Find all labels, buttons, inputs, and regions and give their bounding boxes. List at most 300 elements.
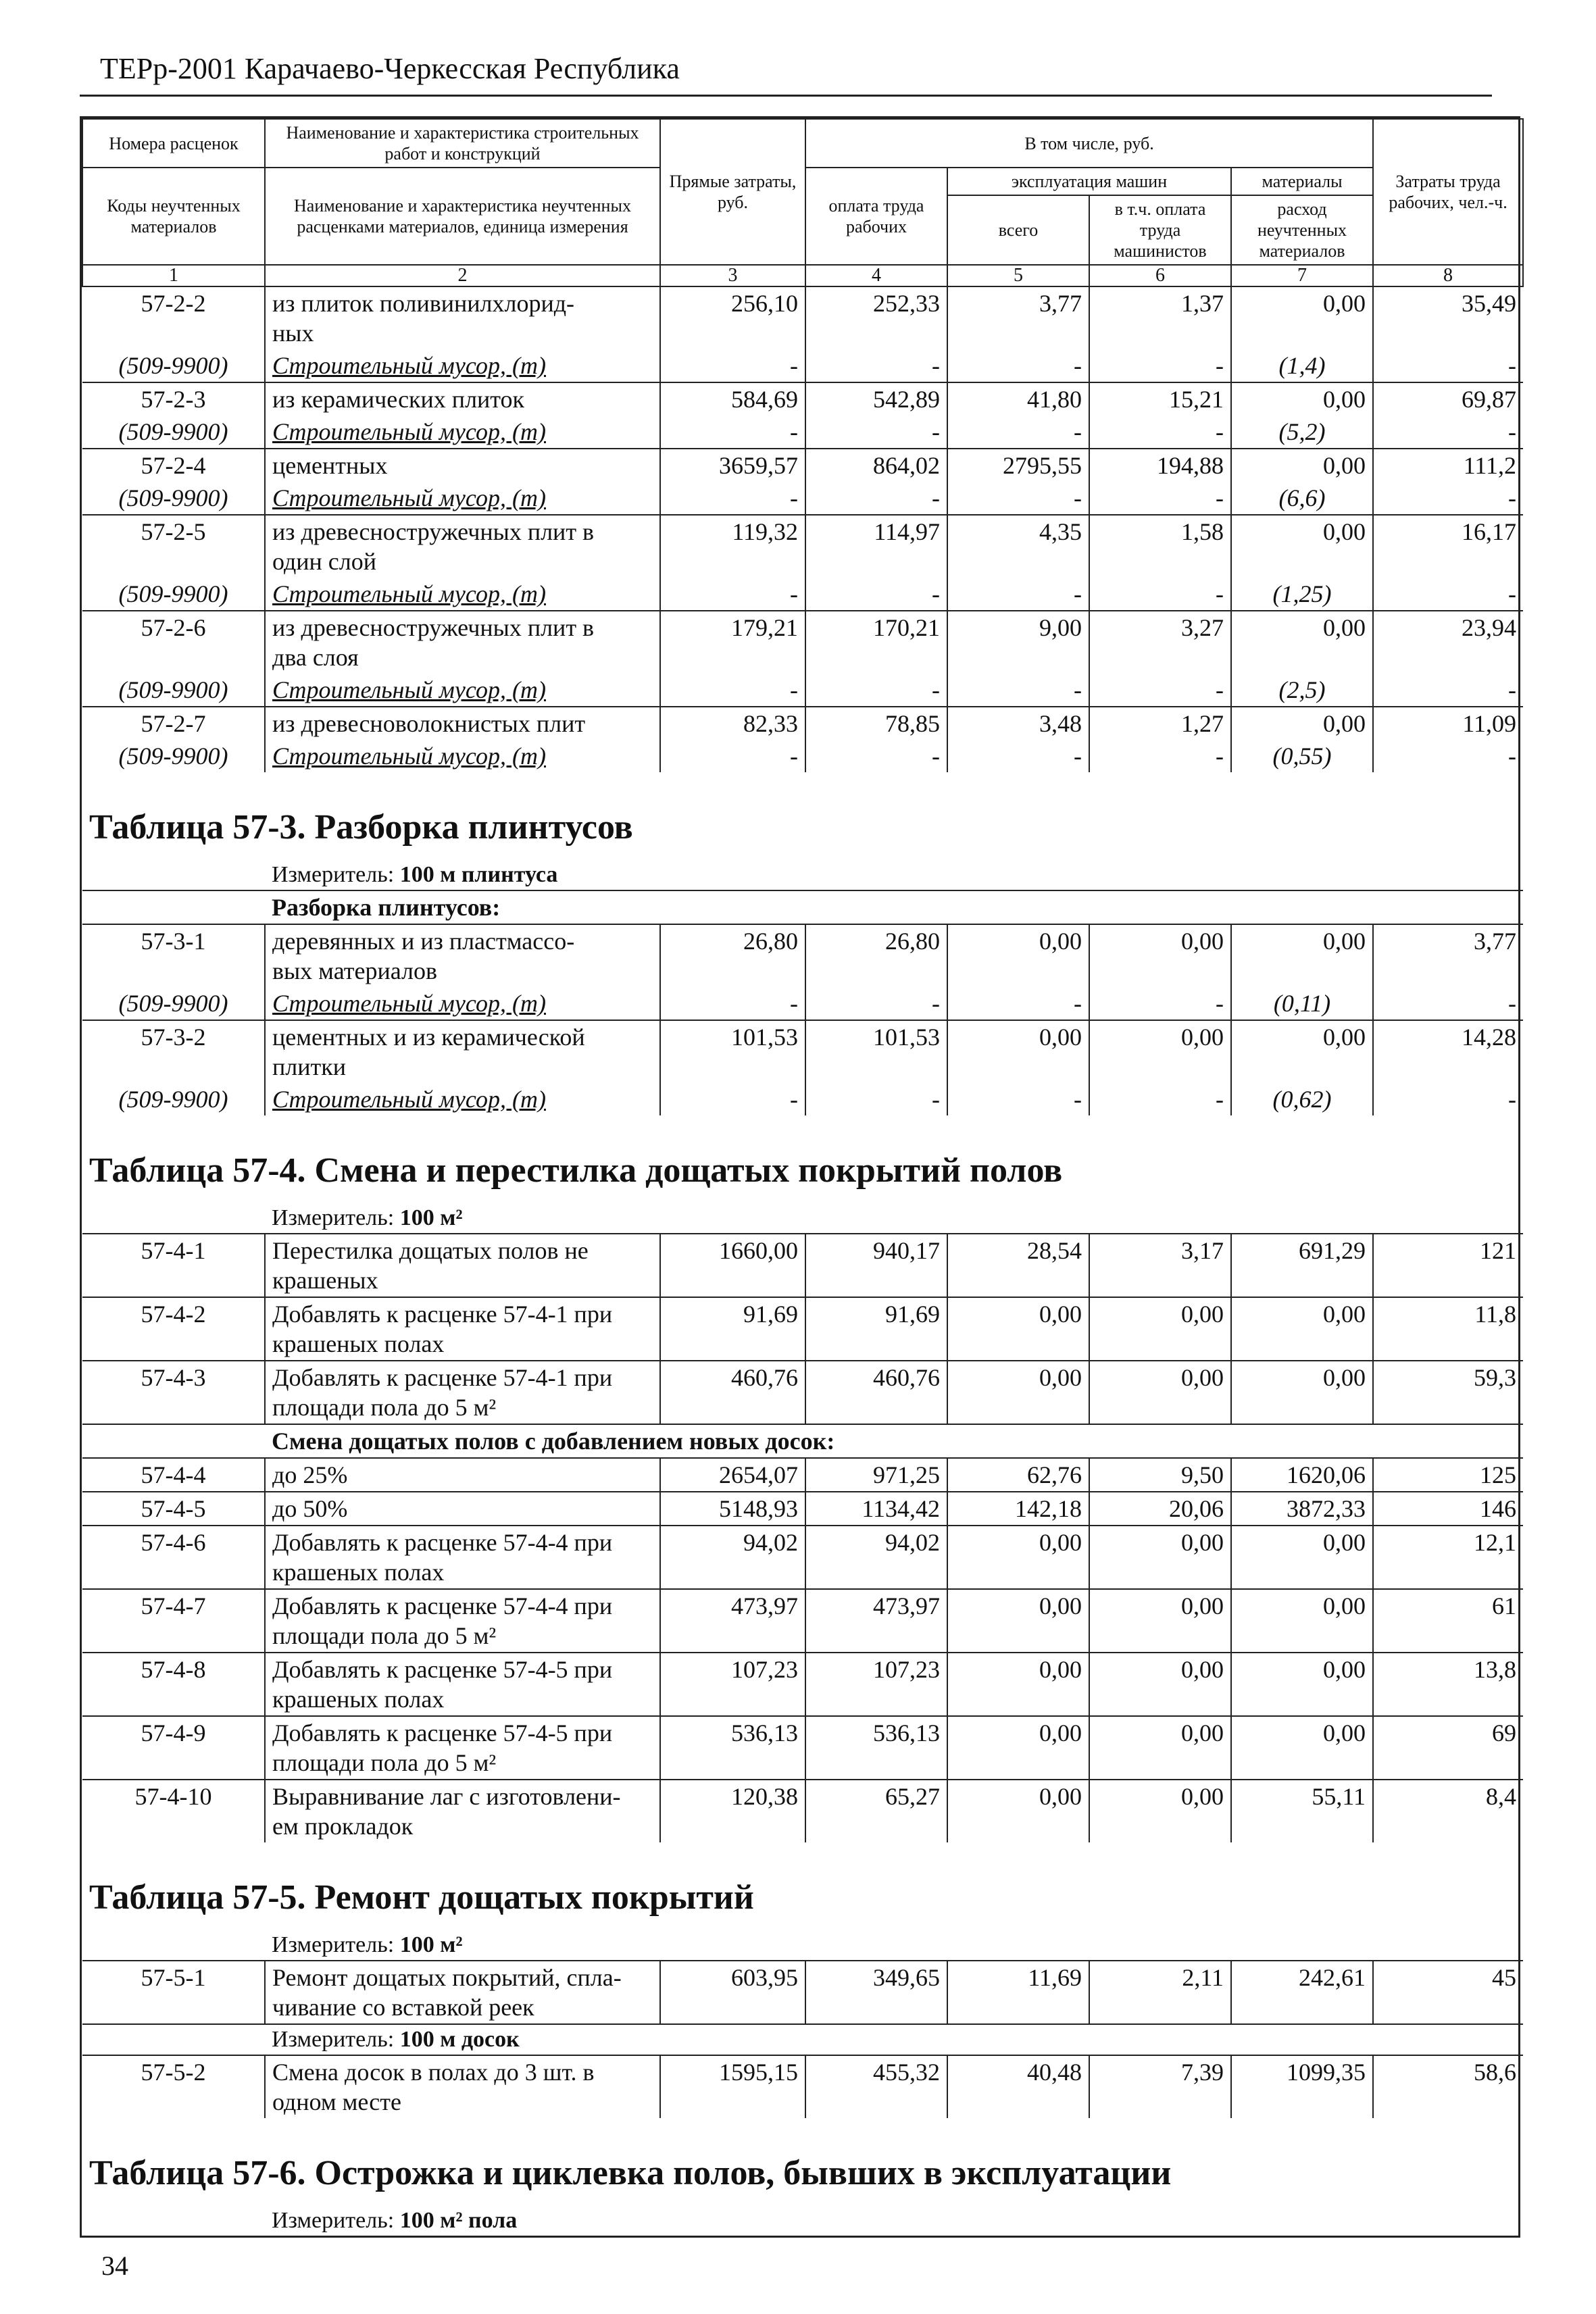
material-code: (509-9900) [82, 349, 265, 382]
value-col-8: 13,8 [1373, 1653, 1523, 1716]
header-rule [80, 95, 1492, 97]
work-name-line-1: до 25% [272, 1461, 348, 1488]
table-57-6-title: Таблица 57-6. Острожка и циклевка полов, бывших в эксплуатации [89, 2154, 1172, 2192]
material-value-col-8: - [1508, 990, 1517, 1017]
value-col-5: 3,48 [947, 707, 1089, 740]
value-col-4: 542,89 [805, 382, 947, 416]
work-name-line-2: чивание со вставкой реек [272, 1994, 534, 2021]
value-col-5: 0,00 [947, 1020, 1089, 1083]
rates-table [82, 118, 1524, 2236]
work-name [265, 1234, 660, 1297]
column-number: 7 [1231, 265, 1373, 286]
material-name: Строительный мусор, (т) [265, 416, 660, 449]
material-code: (509-9900) [82, 578, 265, 611]
value-col-6: 0,00 [1089, 1716, 1231, 1780]
work-name-line-2: площади пола до 5 м² [272, 1394, 497, 1421]
work-name [265, 611, 660, 674]
rate-code: 57-4-6 [82, 1526, 265, 1589]
material-value-col-6: - [1089, 482, 1231, 515]
value-col-6: 1,27 [1089, 707, 1231, 740]
work-name [265, 1716, 660, 1780]
work-name-line-1: из плиток поливинилхлорид- [272, 290, 575, 317]
value-col-5: 2795,55 [947, 449, 1089, 482]
value-col-4: 91,69 [805, 1297, 947, 1361]
measure-label: Измеритель: [272, 2208, 395, 2233]
value-col-6: 0,00 [1089, 924, 1231, 987]
column-number: 3 [660, 265, 805, 286]
material-value-col-3: - [660, 349, 805, 382]
work-name [265, 449, 660, 482]
material-value-col-7: (6,6) [1231, 482, 1373, 515]
rate-code: 57-2-5 [82, 515, 265, 578]
material-name: Строительный мусор, (т) [265, 1083, 660, 1115]
rate-code: 57-4-8 [82, 1653, 265, 1716]
work-name-line-1: из древесностружечных плит в [272, 518, 595, 545]
value-col-4: 26,80 [805, 924, 947, 987]
value-col-5: 0,00 [947, 1361, 1089, 1424]
material-value-col-8: - [1508, 580, 1517, 607]
value-col-7: 1620,06 [1231, 1458, 1373, 1492]
value-col-5: 0,00 [947, 1653, 1089, 1716]
value-col-6: 0,00 [1089, 1297, 1231, 1361]
value-col-5: 142,18 [947, 1492, 1089, 1526]
value-col-4: 65,27 [805, 1780, 947, 1842]
value-col-7: 0,00 [1231, 1526, 1373, 1589]
material-value-col-8: - [1508, 1086, 1517, 1113]
rate-code: 57-4-3 [82, 1361, 265, 1424]
material-value-col-5: - [947, 416, 1089, 449]
rate-code: 57-4-1 [82, 1234, 265, 1297]
value-col-4: 536,13 [805, 1716, 947, 1780]
value-col-8: 69,87 [1373, 382, 1523, 416]
value-col-3: 5148,93 [660, 1492, 805, 1526]
value-col-6: 0,00 [1089, 1589, 1231, 1653]
rate-code: 57-3-1 [82, 924, 265, 987]
machines-group-header: эксплуатация машин [947, 168, 1231, 195]
value-col-7: 0,00 [1231, 286, 1373, 349]
value-col-5: 9,00 [947, 611, 1089, 674]
unaccounted-material-row [82, 416, 1523, 449]
work-name-line-1: Добавлять к расценке 57-4-4 при [272, 1592, 613, 1619]
value-col-4: 864,02 [805, 449, 947, 482]
col-direct-costs-header: Прямые затраты, руб. [660, 119, 805, 265]
table-57-3-title: Таблица 57-3. Разборка плинтусов [89, 808, 633, 847]
value-col-4: 101,53 [805, 1020, 947, 1083]
rate-code: 57-2-4 [82, 449, 265, 482]
table-header [82, 119, 1523, 286]
work-name-line-2: ных [272, 320, 314, 347]
material-value-col-6: - [1089, 740, 1231, 772]
work-name-line-1: из древесноволокнистых плит [272, 710, 586, 737]
material-value-col-6: - [1089, 349, 1231, 382]
unaccounted-material-row [82, 987, 1523, 1020]
value-col-3: 473,97 [660, 1589, 805, 1653]
value-col-4: 460,76 [805, 1361, 947, 1424]
value-col-3: 3659,57 [660, 449, 805, 482]
material-value-col-5: - [947, 674, 1089, 707]
work-name [265, 1297, 660, 1361]
material-value-col-8: - [1508, 352, 1517, 379]
t4-measure-cell [82, 1203, 1523, 1234]
value-col-7: 0,00 [1231, 707, 1373, 740]
value-col-8: 146 [1373, 1492, 1523, 1526]
material-value-col-4: - [805, 674, 947, 707]
measure-label: Измеритель: [272, 1205, 395, 1230]
col-material-consumption-header: расход неучтенных материалов [1231, 195, 1373, 265]
t4-section [82, 1424, 1523, 1458]
value-col-6: 2,11 [1089, 1961, 1231, 2024]
rate-code: 57-4-7 [82, 1589, 265, 1653]
t6-measure [82, 2206, 1523, 2236]
material-name: Строительный мусор, (т) [265, 740, 660, 772]
value-col-4: 252,33 [805, 286, 947, 349]
value-col-4: 940,17 [805, 1234, 947, 1297]
material-code: (509-9900) [82, 482, 265, 515]
value-col-8: 8,4 [1373, 1780, 1523, 1842]
material-value-col-7: (2,5) [1231, 674, 1373, 707]
value-col-4: 1134,42 [805, 1492, 947, 1526]
value-col-3: 26,80 [660, 924, 805, 987]
material-value-col-7: (0,62) [1231, 1083, 1373, 1115]
work-name-line-2: площади пола до 5 м² [272, 1749, 497, 1776]
value-col-8: 121 [1373, 1234, 1523, 1297]
value-col-8: 14,28 [1373, 1020, 1523, 1083]
work-name-line-1: до 50% [272, 1495, 348, 1522]
rate-code: 57-5-1 [82, 1961, 265, 2024]
value-col-8: 111,2 [1373, 449, 1523, 482]
material-value-col-3: - [660, 578, 805, 611]
value-col-4: 455,32 [805, 2055, 947, 2118]
material-code: (509-9900) [82, 987, 265, 1020]
column-number: 1 [82, 265, 265, 286]
measure-value: 100 м² пола [399, 2208, 518, 2233]
page-number: 34 [101, 2250, 128, 2281]
value-col-5: 28,54 [947, 1234, 1089, 1297]
rate-code: 57-2-2 [82, 286, 265, 349]
table-row [82, 1492, 1523, 1526]
value-col-7: 0,00 [1231, 1020, 1373, 1083]
work-name [265, 1020, 660, 1083]
t3-measure [82, 860, 1523, 890]
unaccounted-material-row [82, 482, 1523, 515]
material-value-col-3: - [660, 987, 805, 1020]
value-col-6: 1,37 [1089, 286, 1231, 349]
t6-measure-cell [82, 2206, 1523, 2236]
value-col-8: 3,77 [1373, 924, 1523, 987]
value-col-8: 23,94 [1373, 611, 1523, 674]
value-col-5: 3,77 [947, 286, 1089, 349]
work-name [265, 1492, 660, 1526]
value-col-6: 7,39 [1089, 2055, 1231, 2118]
work-name-line-2: одном месте [272, 2088, 401, 2115]
value-col-8: 61 [1373, 1589, 1523, 1653]
work-name-line-2: крашеных полах [272, 1559, 445, 1586]
table-57-3-title-row [82, 772, 1523, 860]
work-name [265, 515, 660, 578]
material-value-col-3: - [660, 740, 805, 772]
value-col-8: 58,6 [1373, 2055, 1523, 2118]
col-material-name-header: Наименование и характеристика неучтенных расценками материалов, единица измерения [265, 168, 660, 265]
material-value-col-6: - [1089, 578, 1231, 611]
measure-value: 100 м плинтуса [399, 862, 558, 887]
table-57-5-title-row [82, 1842, 1523, 1930]
rate-code: 57-2-7 [82, 707, 265, 740]
work-name-line-2: плитки [272, 1053, 346, 1080]
material-value-col-7: (1,4) [1231, 349, 1373, 382]
material-value-col-6: - [1089, 987, 1231, 1020]
material-value-col-4: - [805, 578, 947, 611]
work-name [265, 1526, 660, 1589]
work-name-line-1: деревянных и из пластмассо- [272, 928, 575, 955]
work-name-line-1: из керамических плиток [272, 386, 525, 413]
table-row [82, 1589, 1523, 1653]
material-value-col-4: - [805, 987, 947, 1020]
work-name-line-1: Добавлять к расценке 57-4-5 при [272, 1719, 613, 1746]
value-col-8: 16,17 [1373, 515, 1523, 578]
value-col-7: 0,00 [1231, 1716, 1373, 1780]
value-col-6: 3,27 [1089, 611, 1231, 674]
work-name-line-1: Ремонт дощатых покрытий, спла- [272, 1964, 622, 1991]
material-value-col-7: (1,25) [1231, 578, 1373, 611]
material-name: Строительный мусор, (т) [265, 482, 660, 515]
material-value-col-8: - [1508, 743, 1517, 770]
work-name-line-1: цементных [272, 452, 388, 479]
value-col-6: 194,88 [1089, 449, 1231, 482]
table-row [82, 515, 1523, 578]
material-value-col-5: - [947, 482, 1089, 515]
work-name [265, 382, 660, 416]
table-row [82, 1716, 1523, 1780]
measure-value: 100 м досок [399, 2027, 520, 2052]
table-row [82, 286, 1523, 349]
value-col-5: 40,48 [947, 2055, 1089, 2118]
work-name-line-1: Выравнивание лаг с изготовлени- [272, 1783, 621, 1810]
column-number: 5 [947, 265, 1089, 286]
value-col-8: 59,3 [1373, 1361, 1523, 1424]
value-col-6: 0,00 [1089, 1780, 1231, 1842]
t4-measure [82, 1203, 1523, 1234]
value-col-6: 0,00 [1089, 1526, 1231, 1589]
table-row [82, 1458, 1523, 1492]
rate-code: 57-4-4 [82, 1458, 265, 1492]
table-row [82, 707, 1523, 740]
material-name: Строительный мусор, (т) [265, 578, 660, 611]
work-name [265, 1780, 660, 1842]
value-col-7: 0,00 [1231, 1361, 1373, 1424]
column-number: 6 [1089, 265, 1231, 286]
value-col-5: 0,00 [947, 1716, 1089, 1780]
table-row [82, 2055, 1523, 2118]
work-name-line-1: Добавлять к расценке 57-4-1 при [272, 1364, 613, 1391]
rate-code: 57-4-5 [82, 1492, 265, 1526]
column-number: 2 [265, 265, 660, 286]
work-name-line-2: площади пола до 5 м² [272, 1622, 497, 1649]
value-col-4: 170,21 [805, 611, 947, 674]
value-col-7: 55,11 [1231, 1780, 1373, 1842]
work-name [265, 1361, 660, 1424]
unaccounted-material-row [82, 740, 1523, 772]
material-value-col-7: (0,11) [1231, 987, 1373, 1020]
value-col-7: 242,61 [1231, 1961, 1373, 2024]
unaccounted-material-row [82, 674, 1523, 707]
blank-cell [82, 1424, 265, 1458]
table-body [82, 286, 1523, 2236]
table-row [82, 1234, 1523, 1297]
value-col-6: 0,00 [1089, 1361, 1231, 1424]
t3-measure-cell [82, 860, 1523, 890]
material-code: (509-9900) [82, 416, 265, 449]
value-col-6: 3,17 [1089, 1234, 1231, 1297]
value-col-4: 94,02 [805, 1526, 947, 1589]
materials-group-header: материалы [1231, 168, 1373, 195]
blank-cell [82, 890, 265, 924]
t3-section-label: Разборка плинтусов: [265, 890, 1523, 924]
work-name-line-1: Смена досок в полах до 3 шт. в [272, 2059, 595, 2086]
work-name-line-2: крашеных [272, 1267, 378, 1294]
value-col-7: 0,00 [1231, 611, 1373, 674]
value-col-8: 11,09 [1373, 707, 1523, 740]
work-name-line-2: крашеных полах [272, 1686, 445, 1713]
material-value-col-7: (0,55) [1231, 740, 1373, 772]
value-col-6: 0,00 [1089, 1020, 1231, 1083]
value-col-3: 119,32 [660, 515, 805, 578]
value-col-5: 0,00 [947, 1297, 1089, 1361]
value-col-6: 1,58 [1089, 515, 1231, 578]
work-name-line-2: один слой [272, 548, 377, 575]
material-name: Строительный мусор, (т) [265, 987, 660, 1020]
rate-code: 57-4-9 [82, 1716, 265, 1780]
material-value-col-4: - [805, 482, 947, 515]
material-value-col-5: - [947, 987, 1089, 1020]
material-value-col-8: - [1508, 676, 1517, 703]
material-value-col-3: - [660, 1083, 805, 1115]
column-number-row [82, 265, 1523, 286]
value-col-7: 1099,35 [1231, 2055, 1373, 2118]
value-col-5: 0,00 [947, 1780, 1089, 1842]
col-wages-header: оплата труда рабочих [805, 168, 947, 265]
work-name [265, 1961, 660, 2024]
page-header [80, 53, 1492, 97]
value-col-6: 20,06 [1089, 1492, 1231, 1526]
rate-code: 57-3-2 [82, 1020, 265, 1083]
table-row [82, 382, 1523, 416]
work-name-line-1: из древесностружечных плит в [272, 614, 595, 641]
material-value-col-5: - [947, 578, 1089, 611]
col-work-name-header: Наименование и характеристика строительных работ и конструкций [265, 119, 660, 168]
value-col-8: 69 [1373, 1716, 1523, 1780]
rate-code: 57-4-2 [82, 1297, 265, 1361]
header-title: ТЕРр-2001 Карачаево-Черкесская Республика [100, 52, 680, 85]
rates-table-frame [80, 116, 1520, 2238]
material-value-col-8: - [1508, 418, 1517, 445]
value-col-5: 11,69 [947, 1961, 1089, 2024]
value-col-4: 78,85 [805, 707, 947, 740]
table-57-4-title-row [82, 1115, 1523, 1203]
table-row [82, 449, 1523, 482]
material-code: (509-9900) [82, 1083, 265, 1115]
work-name-line-2: вых материалов [272, 957, 438, 984]
header-row-1 [82, 119, 1523, 168]
t5-measure-2-cell [82, 2024, 1523, 2055]
value-col-6: 15,21 [1089, 382, 1231, 416]
material-value-col-4: - [805, 349, 947, 382]
work-name-line-2: два слоя [272, 644, 359, 671]
value-col-7: 0,00 [1231, 924, 1373, 987]
value-col-3: 603,95 [660, 1961, 805, 2024]
value-col-3: 1595,15 [660, 2055, 805, 2118]
value-col-7: 0,00 [1231, 1589, 1373, 1653]
value-col-5: 4,35 [947, 515, 1089, 578]
work-name-line-2: крашеных полах [272, 1330, 445, 1357]
table-row [82, 1297, 1523, 1361]
value-col-5: 62,76 [947, 1458, 1089, 1492]
value-col-8: 11,8 [1373, 1297, 1523, 1361]
value-col-3: 94,02 [660, 1526, 805, 1589]
work-name [265, 2055, 660, 2118]
value-col-7: 0,00 [1231, 515, 1373, 578]
material-value-col-5: - [947, 1083, 1089, 1115]
work-name-line-1: Добавлять к расценке 57-4-5 при [272, 1656, 613, 1683]
unaccounted-material-row [82, 349, 1523, 382]
value-col-8: 125 [1373, 1458, 1523, 1492]
value-col-5: 41,80 [947, 382, 1089, 416]
material-value-col-5: - [947, 740, 1089, 772]
work-name [265, 707, 660, 740]
value-col-3: 256,10 [660, 286, 805, 349]
material-code: (509-9900) [82, 674, 265, 707]
table-57-6-title-row [82, 2118, 1523, 2206]
work-name-line-1: Добавлять к расценке 57-4-1 при [272, 1301, 613, 1328]
value-col-3: 82,33 [660, 707, 805, 740]
material-name: Строительный мусор, (т) [265, 349, 660, 382]
work-name-line-1: Добавлять к расценке 57-4-4 при [272, 1529, 613, 1556]
table-57-4-title: Таблица 57-4. Смена и перестилка дощатых покрытий полов [89, 1151, 1063, 1190]
value-col-6: 0,00 [1089, 1653, 1231, 1716]
value-col-5: 0,00 [947, 1526, 1089, 1589]
value-col-4: 971,25 [805, 1458, 947, 1492]
material-value-col-4: - [805, 416, 947, 449]
measure-value: 100 м² [399, 1205, 463, 1230]
material-value-col-3: - [660, 416, 805, 449]
value-col-8: 45 [1373, 1961, 1523, 2024]
rate-code: 57-5-2 [82, 2055, 265, 2118]
col-machines-total-header: всего [947, 195, 1089, 265]
table-row [82, 1526, 1523, 1589]
value-col-8: 12,1 [1373, 1526, 1523, 1589]
group-including-header: В том числе, руб. [805, 119, 1373, 168]
value-col-3: 179,21 [660, 611, 805, 674]
value-col-7: 3872,33 [1231, 1492, 1373, 1526]
column-number: 8 [1373, 265, 1523, 286]
table-row [82, 924, 1523, 987]
unaccounted-material-row [82, 1083, 1523, 1115]
measure-label: Измеритель: [272, 862, 395, 887]
measure-label: Измеритель: [272, 2027, 395, 2052]
table-row [82, 1020, 1523, 1083]
work-name [265, 1653, 660, 1716]
value-col-4: 107,23 [805, 1653, 947, 1716]
material-value-col-7: (5,2) [1231, 416, 1373, 449]
material-value-col-3: - [660, 674, 805, 707]
work-name [265, 924, 660, 987]
material-value-col-8: - [1508, 484, 1517, 511]
table-row [82, 1653, 1523, 1716]
value-col-3: 2654,07 [660, 1458, 805, 1492]
work-name [265, 1458, 660, 1492]
work-name-line-2: ем прокладок [272, 1813, 414, 1840]
material-name: Строительный мусор, (т) [265, 674, 660, 707]
value-col-3: 120,38 [660, 1780, 805, 1842]
